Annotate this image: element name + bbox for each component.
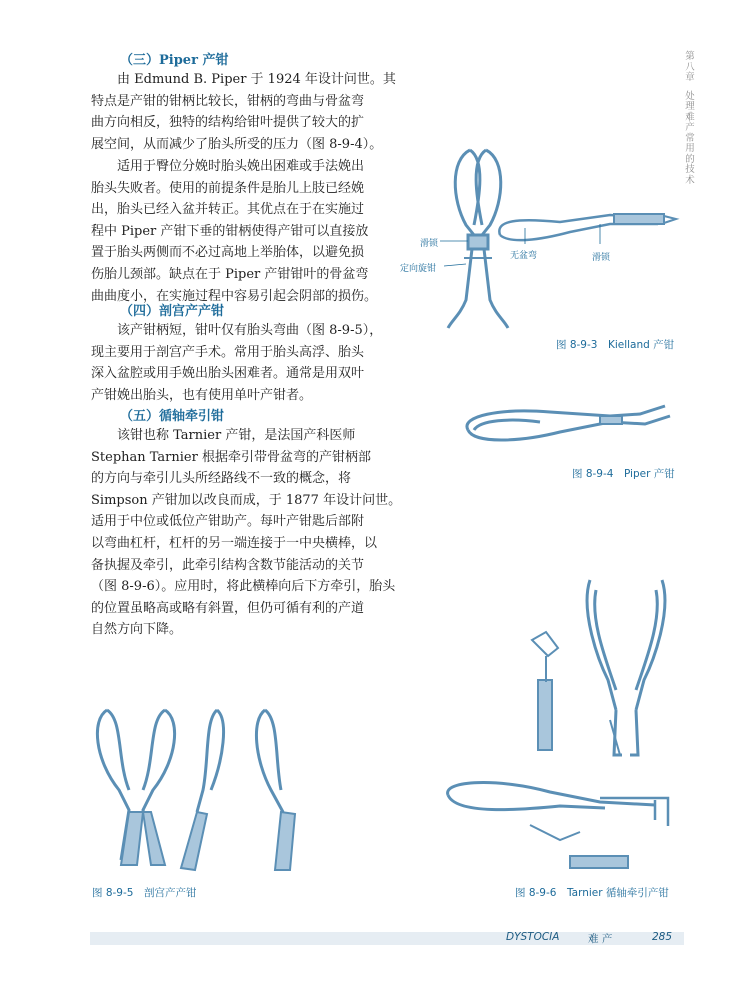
section-heading-piper: （三）Piper 产钳	[120, 53, 229, 68]
side-tab-chapter: 第八章	[685, 51, 695, 83]
label-slide-lock-left: 滑锁	[420, 239, 439, 249]
figure-kielland-illustration	[400, 140, 700, 340]
label-no-pelvic-curve: 无盆弯	[510, 251, 538, 261]
section-heading-tarnier: （五）循轴牵引钳	[120, 409, 225, 424]
section-heading-cesarean: （四）剖宫产产钳	[120, 304, 225, 319]
side-tab-title: 处理难产常用的技术	[685, 90, 695, 186]
label-slide-lock-right: 滑锁	[592, 253, 611, 263]
paragraph-tarnier: 该钳也称 Tarnier 产钳，是法国产科医师 Stephan Tarnier 根据牵引带骨盆弯的产钳柄部 的方向与牵引儿头所经路线不一致的概念，将 Simpson 产钳加以改良而成，于 1877 年设计问世。 适用于中位或低位产钳助产。每叶产钳匙后部附 以弯曲杠杆，杠杆的另一端连接于一中央横棒，以 备执握及牵引，此牵引结构含数节能活动的关节 （图 8-9-6）。应用时，将此横棒向后下方牵引，胎头 的位置虽略高或略有斜置，但仍可循有利的产道 自然方向下降。	[91, 428, 402, 638]
figure-tarnier-illustration	[440, 570, 700, 880]
paragraph-cesarean: 该产钳柄短，钳叶仅有胎头弯曲（图 8-9-5）， 现主要用于剖宫产手术。常用于胎头高浮、胎头 深入盆腔或用手娩出胎头困难者。通常是用双叶 产钳娩出胎头，也有使用单叶产钳者。	[91, 323, 383, 403]
footer-book-title: DYSTOCIA	[506, 931, 560, 943]
paragraph-piper-2: 适用于臀位分娩时胎头娩出困难或手法娩出 胎头失败者。使用的前提条件是胎儿上肢已经娩 出，胎头已经入盆并转正。其优点在于在实施过 程中 Piper 产钳下垂的钳柄使得产钳可以直接放 置于胎头两侧而不必过高地上举胎体，以避免损 伤胎儿颈部。缺点在于 Piper 产钳钳叶的骨盆弯 曲曲度小，在实施过程中容易引起会阴部的损伤。	[91, 159, 378, 304]
label-rotation-clamp: 定向旋钳	[400, 264, 437, 274]
figure-piper-illustration	[460, 402, 675, 452]
footer-title-cn: 难 产	[588, 933, 613, 945]
caption-fig-8-9-6: 图 8-9-6 Tarnier 循轴牵引产钳	[515, 887, 669, 899]
caption-fig-8-9-5: 图 8-9-5 剖宫产产钳	[92, 887, 197, 899]
footer-page-number: 285	[652, 931, 673, 943]
paragraph-piper-1: 由 Edmund B. Piper 于 1924 年设计问世。其 特点是产钳的钳柄比较长，钳柄的弯曲与骨盆弯 曲方向相反，独特的结构给钳叶提供了较大的扩 展空间，从而减少了胎头所受的压力（图 8-9-4）。	[91, 72, 396, 152]
caption-fig-8-9-3: 图 8-9-3 Kielland 产钳	[556, 339, 675, 351]
figure-cesarean-illustration	[85, 700, 305, 875]
caption-fig-8-9-4: 图 8-9-4 Piper 产钳	[572, 468, 675, 480]
